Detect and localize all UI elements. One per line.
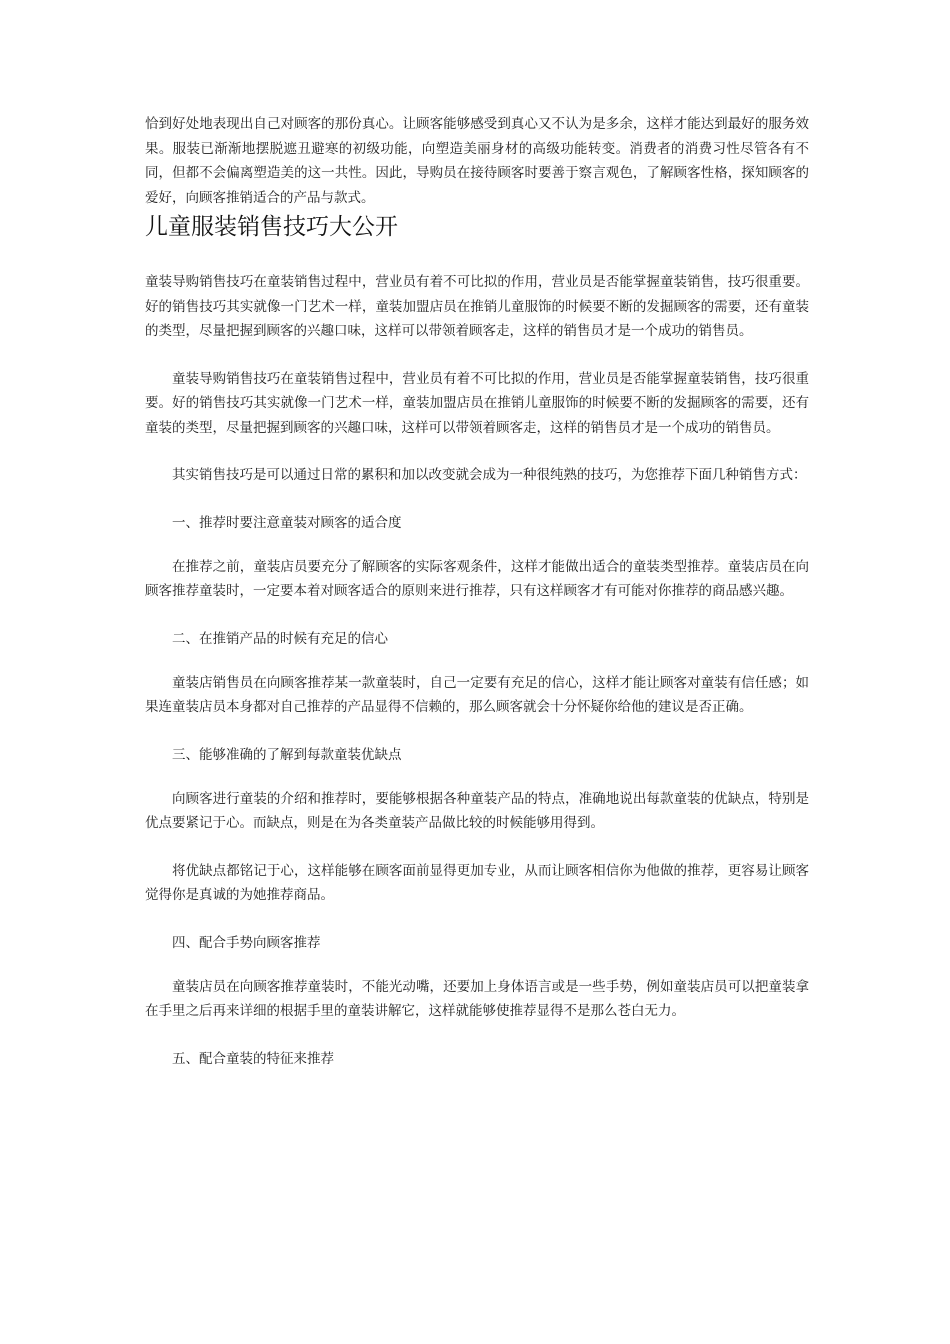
section-body-3b: 将优缺点都铭记于心，这样能够在顾客面前显得更加专业，从而让顾客相信你为他做的推荐，更容易让顾客觉得你是真诚的为她推荐商品。 xyxy=(145,862,809,903)
document-title: 儿童服装销售技巧大公开 xyxy=(145,214,398,240)
section-body-4: 童装店员在向顾客推荐童装时，不能光动嘴，还要加上身体语言或是一些手势，例如童装店员可以把童装拿在手里之后再来详细的根据手里的童装讲解它，这样就能够使推荐显得不是那么苍白无力。 xyxy=(145,978,809,1019)
section-heading-1: 一、推荐时要注意童装对顾客的适合度 xyxy=(172,514,402,531)
section-heading-5: 五、配合童装的特征来推荐 xyxy=(172,1050,334,1067)
intro-paragraph: 恰到好处地表现出自己对顾客的那份真心。让顾客能够感受到真心又不认为是多余，这样才能达到最好的服务效果。服装已渐渐地摆脱遮丑避寒的初级功能，向塑造美丽身材的高级功能转变。消费者的消费习性尽管各有不同，但都不会偏离塑造美的这一共性。因此，导购员在接待顾客时要善于察言观色，了解顾客性格，探知顾客的爱好，向顾客推销适合的产品与款式。 xyxy=(145,116,809,206)
section-heading-3: 三、能够准确的了解到每款童装优缺点 xyxy=(172,746,402,763)
paragraph-3: 其实销售技巧是可以通过日常的累积和加以改变就会成为一种很纯熟的技巧，为您推荐下面几种销售方式： xyxy=(172,467,807,483)
section-heading-2: 二、在推销产品的时候有充足的信心 xyxy=(172,630,388,647)
paragraph-2: 童装导购销售技巧在童装销售过程中，营业员有着不可比拟的作用，营业员是否能掌握童装销售，技巧很重要。好的销售技巧其实就像一门艺术一样，童装加盟店员在推销儿童服饰的时候要不断的发掘顾客的需要，还有童装的类型，尽量把握到顾客的兴趣口味，这样可以带领着顾客走，这样的销售员才是一个成功的销售员。 xyxy=(145,370,809,436)
section-heading-4: 四、配合手势向顾客推荐 xyxy=(172,934,321,951)
section-body-3: 向顾客进行童装的介绍和推荐时，要能够根据各种童装产品的特点，准确地说出每款童装的优缺点，特别是优点要紧记于心。而缺点，则是在为各类童装产品做比较的时候能够用得到。 xyxy=(145,790,809,831)
section-body-1: 在推荐之前，童装店员要充分了解顾客的实际客观条件，这样才能做出适合的童装类型推荐。童装店员在向顾客推荐童装时，一定要本着对顾客适合的原则来进行推荐，只有这样顾客才有可能对你推荐的商品感兴趣。 xyxy=(145,558,809,599)
section-body-2: 童装店销售员在向顾客推荐某一款童装时，自己一定要有充足的信心，这样才能让顾客对童装有信任感；如果连童装店员本身都对自己推荐的产品显得不信赖的，那么顾客就会十分怀疑你给他的建议是否正确。 xyxy=(145,674,809,715)
document-page xyxy=(145,112,809,1071)
paragraph-1: 童装导购销售技巧在童装销售过程中，营业员有着不可比拟的作用，营业员是否能掌握童装销售，技巧很重要。好的销售技巧其实就像一门艺术一样，童装加盟店员在推销儿童服饰的时候要不断的发掘顾客的需要，还有童装的类型，尽量把握到顾客的兴趣口味，这样可以带领着顾客走，这样的销售员才是一个成功的销售员。 xyxy=(145,274,809,339)
